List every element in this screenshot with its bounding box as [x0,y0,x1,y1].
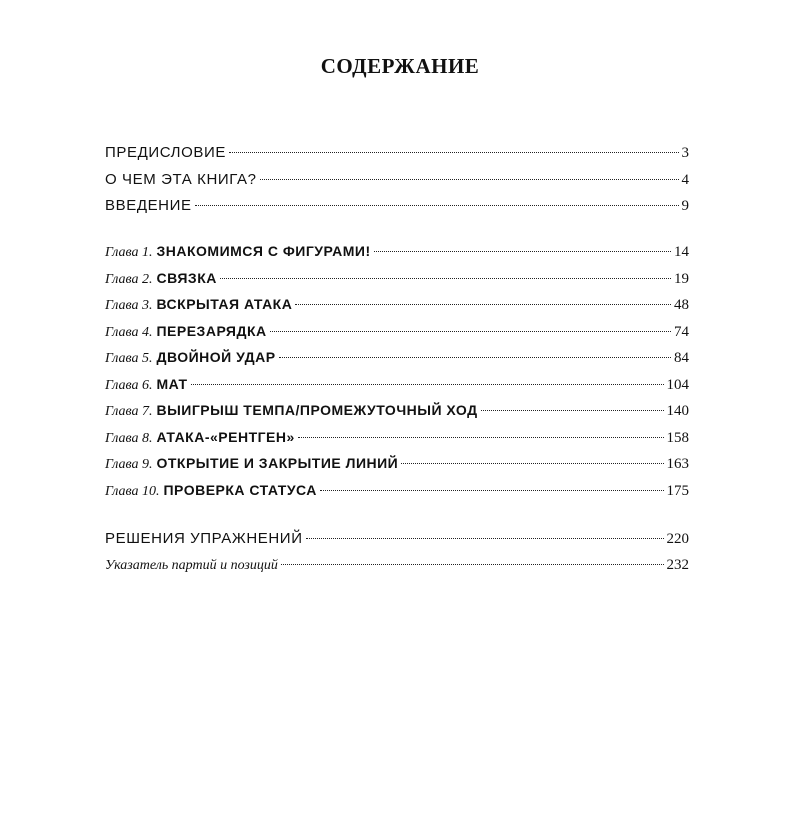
chapters-list [105,243,689,508]
chapter-title: ПЕРЕЗАРЯДКА [156,322,267,339]
toc-chapter-4[interactable] [105,323,689,350]
toc-page-number: 84 [674,350,689,366]
toc-chapter-2[interactable] [105,270,689,297]
chapter-title: ЗНАКОМИМСЯ С ФИГУРАМИ! [156,243,371,259]
dot-leader [481,410,664,411]
toc-page-number: 9 [681,198,689,214]
chapter-prefix: Глава 3. [105,298,153,313]
dot-leader [295,304,671,305]
toc-page-number: 232 [666,556,689,573]
dot-leader [298,437,664,438]
toc-chapter-6[interactable] [105,376,689,403]
toc-page-number: 104 [666,376,689,393]
toc-entry-label: ВВЕДЕНИЕ [105,197,192,214]
back-sections-list [105,530,689,583]
front-sections-list [105,144,689,224]
dot-leader [220,278,671,279]
chapter-prefix: Глава 1. [105,245,153,260]
chapter-title: ОТКРЫТИЕ И ЗАКРЫТИЕ ЛИНИЙ [156,455,399,471]
toc-page-number: 220 [666,531,689,547]
chapter-title: СВЯЗКА [156,269,217,286]
toc-page-number: 14 [674,244,689,260]
toc-chapter-8[interactable] [105,429,689,456]
toc-page-number: 4 [681,171,689,188]
chapter-prefix: Глава 5. [105,351,153,366]
chapter-title: ВЫИГРЫШ ТЕМПА/ПРОМЕЖУТОЧНЫЙ ХОД [156,402,478,418]
toc-entry-label: РЕШЕНИЯ УПРАЖНЕНИЙ [105,530,303,547]
toc-page-number: 19 [674,270,689,287]
chapter-title: ПРОВЕРКА СТАТУСА [163,481,317,498]
dot-leader [229,152,679,153]
dot-leader [260,179,679,180]
toc-entry-label: Указатель партий и позиций [105,557,278,573]
toc-chapter-9[interactable] [105,455,689,482]
page-title: СОДЕРЖАНИЕ [320,54,480,78]
toc-entry-index[interactable] [105,557,689,584]
toc-page-number: 3 [681,145,689,161]
chapter-prefix: Глава 7. [105,404,153,419]
chapter-prefix: Глава 8. [105,430,153,446]
dot-leader [195,205,679,206]
dot-leader [281,564,664,565]
toc-entry-solutions[interactable] [105,530,689,557]
toc-chapter-10[interactable] [105,482,689,509]
dot-leader [191,384,664,385]
dot-leader [306,538,664,539]
toc-page-number: 175 [666,482,689,499]
chapter-prefix: Глава 10. [105,483,160,499]
toc-entry-about-book[interactable] [105,171,689,198]
chapter-title: МАТ [156,375,188,392]
dot-leader [270,331,671,332]
dot-leader [279,357,671,358]
toc-chapter-3[interactable] [105,296,689,323]
dot-leader [401,463,663,464]
chapter-prefix: Глава 9. [105,457,153,472]
toc-entry-introduction[interactable] [105,197,689,224]
toc-page-number: 48 [674,297,689,313]
chapter-title: АТАКА-«РЕНТГЕН» [156,428,295,445]
chapter-title: ДВОЙНОЙ УДАР [156,349,276,365]
toc-page-number: 140 [666,403,689,419]
chapter-prefix: Глава 2. [105,271,153,287]
toc-entry-label: ПРЕДИСЛОВИЕ [105,144,226,161]
dot-leader [374,251,671,252]
toc-chapter-1[interactable] [105,243,689,270]
toc-page-number: 163 [666,456,689,472]
toc-entry-label: О ЧЕМ ЭТА КНИГА? [105,170,257,188]
toc-page-number: 158 [666,429,689,446]
dot-leader [320,490,664,491]
chapter-title: ВСКРЫТАЯ АТАКА [156,296,293,312]
chapter-prefix: Глава 4. [105,324,153,340]
toc-chapter-7[interactable] [105,402,689,429]
toc-page-number: 74 [674,323,689,340]
toc-entry-preface[interactable] [105,144,689,171]
toc-chapter-5[interactable] [105,349,689,376]
chapter-prefix: Глава 6. [105,377,153,393]
